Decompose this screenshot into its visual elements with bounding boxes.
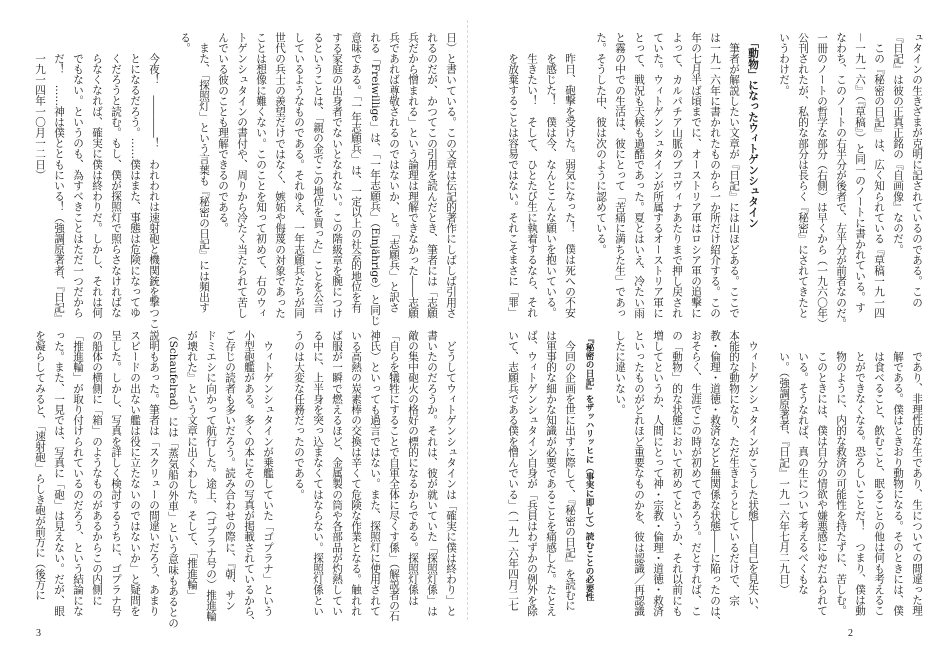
text-line: 世代の兵士の羨望だけではなく、嫉妬や侮蔑の対象であった — [274, 32, 286, 319]
quote-line: とができなくなる。恐ろしいことだ！ つまり、僕は動 — [854, 351, 866, 617]
text-line: 日）と書いている。この文章は伝記的著作にしばしば引用さ — [445, 32, 457, 319]
quote-line: 解である。僕はときおり動物になる。そのときには、僕 — [892, 351, 904, 617]
quote-line: くだろうと読む。もし、僕が探照灯で照らさなければな — [110, 53, 122, 319]
quote-line: でもない。というのも、為すべきことはただ一つだから — [72, 53, 84, 319]
text-line: ていた。ウィトゲンシュタインが所属するオーストリア軍に — [652, 32, 664, 319]
text-line: よって、カルパチア山脈のブコヴィナあたりまで押し戻され — [671, 32, 683, 319]
text-line: とって、戦況も天候も過酷であった。夏とはいえ、冷たい雨 — [633, 32, 645, 319]
text-line: 本能的な動物になり、ただ生きようとしているだけで、宗 — [728, 330, 740, 606]
text-line: れる「Freiwillige」は、「一年志願兵」（Einjährige）と同じ — [369, 32, 381, 326]
text-line: なわち、このノートの右半分が後者で、左半分が前者なのだ。 — [835, 32, 847, 329]
text-line: 「推進輪」が取り付けられているのだろう、という結論にな — [72, 330, 84, 617]
text-line: と霧の中での生活は、彼にとって「苦痛に満ちた生」であっ — [614, 32, 626, 319]
text-line: ウィトゲンシュタインがこうした状態――自己を見失い、 — [747, 330, 759, 617]
quote-line: は食べること、飲むこと、眠ることの他は何も考えるこ — [873, 351, 885, 617]
text-line: 増してというか、人間にとって神・宗教・倫理・道徳・救済 — [652, 330, 664, 617]
quote-line: い。（強調原著者、『日記』一九一六年七月二九日） — [778, 351, 790, 595]
text-line: る。 — [179, 32, 191, 54]
text-line: 兵だから憎まれる」という論理は理解できなかった――志願 — [407, 32, 419, 319]
text-line: いる高熱の炭素棒の交換は辛くて危険な作業となる。触れれ — [350, 330, 362, 617]
text-line: ュタインの生きざまが克明に記されているのである。この — [911, 32, 923, 308]
text-line: おそらく、生涯でこの時が初めてであろう。だとすれば、こ — [690, 330, 702, 617]
quote-line: を感じた！ 僕は今、なんとこんな願いを抱いている。 — [545, 53, 557, 319]
text-line: の「動物」的な状態において初めてというか、それ以前にも — [671, 330, 683, 617]
text-line: －一九一六』（『草稿』）と同一のノートに書かれている。す — [854, 32, 866, 313]
text-line: を凝らしてみると、「速射砲」らしき砲が前方に（後方に — [34, 330, 46, 601]
text-line: また、「探照灯」という言葉も『秘密の日記』には頻出す — [198, 32, 210, 313]
section-heading: 『秘密の日記』をザッハリッヒに（事実に即して）読むことの必要性 — [584, 330, 594, 601]
bottom-text-block — [10, 330, 460, 629]
text-line: の船体の横側に「箱」のようなものがあるからこの内側に — [91, 330, 103, 606]
blank-line — [762, 330, 774, 612]
text-line: 意味である。「一年志願兵」は、一定以上の社会的地位を有 — [350, 32, 362, 313]
text-line: スピードの出ない艦は役に立たないのではないか」と疑問を — [129, 330, 141, 617]
text-line: しているようなものである。それゆえ、一年志願兵たちが同 — [293, 32, 305, 319]
text-line: ドミエシに向かって航行した。途上、（ゴプラナ号の）推進輪 — [205, 330, 217, 622]
text-line: は一九一六年に書かれたものから一か所だけ紹介する。この — [709, 32, 721, 319]
text-line: 年の七月半ば頃までに、オーストリア軍はロシア軍の追撃に — [690, 32, 702, 319]
text-line: する家庭の出身者でないとなれない。この階級章を腕につけ — [331, 32, 343, 319]
text-line: どうしてウィトゲンシュタインは「確実に僕は終わり」と — [445, 330, 457, 617]
quote-line: このときには、僕は自分の情欲や嫌悪感にゆだねられて — [816, 351, 828, 617]
text-line: 一冊のノートの哲学な部分（右側）は早くから（一九六〇年） — [816, 32, 828, 329]
text-line: 筆者が解説したい文章が『日記』には山ほどある。ここで — [728, 32, 740, 319]
blank-line — [277, 330, 289, 612]
text-line: 神氏）といっても過言ではない。また、探照灯に使用されて — [369, 330, 381, 617]
text-line: 兵であれば尊敬されるのではないか、と。「志願兵」と訳さ — [388, 32, 400, 313]
text-line: ば、ウィトゲンシュタイン自身が「兵員はわずかの例外を除 — [526, 330, 538, 617]
text-line: 「自らを犠牲にすることで自軍全体に尽くす係」（解説者の石 — [388, 330, 400, 622]
text-line: った。また、一見では、写真に「砲」は見えない。だが、眼 — [53, 330, 65, 617]
top-text-block — [10, 32, 460, 329]
blank-line — [598, 330, 610, 612]
text-line: れるのだが、かつてこの引用を読んだとき、筆者には「志願 — [426, 32, 438, 319]
text-line: トゲンシュタインの書付や、周りから冷たく当たられて苦し — [236, 32, 248, 319]
text-line: といったものがどれほど重要なものかを、彼は認識／再認識 — [633, 330, 645, 617]
quote-line: 生きたい！ そして、ひとたび生に執着するなら、それ — [526, 53, 538, 319]
text-line: んでいる彼のことも理解できるのである。 — [217, 32, 229, 234]
bottom-text-block — [481, 330, 926, 627]
blank-line — [579, 32, 591, 312]
text-line: この『秘密の日記』は、広く知られている『草稿一九一四 — [873, 32, 885, 319]
page-number: 2 — [848, 628, 853, 639]
text-line: 教・倫理・道徳・救済などと無関係な状態――に陥ったのは、 — [709, 330, 721, 627]
text-line: 書いたのだろうか。それは、彼が就いていた「探照灯係」は — [426, 330, 438, 617]
text-line: ウィトゲンシュタインが乗艦していた「ゴプラナ」という — [262, 330, 274, 617]
quote-line: であり、非理性的な生であり、生についての間違った理 — [911, 351, 923, 617]
text-line: は軍事的な細かな知識が必要であることを痛感した。たとえ — [545, 330, 557, 617]
text-line: が壊れた』という文章に出くわした。そして、「推進輪」 — [186, 330, 198, 601]
text-line: た。そうした中、彼は次のように認めている。 — [595, 32, 607, 255]
quote-line: だ！ ……神は僕とともにいる！（強調原著者、『日記』 — [53, 53, 65, 324]
top-text-block — [481, 32, 926, 329]
text-line: 敵の集中砲火の格好の標的になるからである。探照灯係は — [407, 330, 419, 606]
quote-line: 昨日、砲撃を受けた。弱気になった！ 僕は死への不安 — [564, 53, 576, 319]
text-line: ことは想像に難くない。このことを知って初めて、右のウィ — [255, 32, 267, 319]
quote-line: 今夜！ ――――！ われわれは速射砲と機関銃を撃つこ — [148, 53, 160, 329]
page-number: 3 — [36, 628, 41, 639]
blank-line — [163, 32, 175, 312]
text-line: 呈した。しかし、写真を詳しく検討するうちに、ゴプラナ号 — [110, 330, 122, 617]
text-line: 今回の企画を世に出すに際して、『秘密の日記』を読むに — [564, 330, 576, 611]
text-line: る中に、上半身を突っ込まなくてはならない。探照灯係とい — [312, 330, 324, 617]
quote-line: らなくなれば、確実に僕は終わりだ。しかし、それは何 — [91, 53, 103, 319]
text-line: 『日記』は彼の正真正銘の『自画像』なのだ。 — [892, 32, 904, 255]
text-line: うのは大変な任務だったのである。 — [293, 330, 305, 500]
text-line: 説明もあった。筆者は「スクリューの間違いだろう、あまり — [148, 330, 160, 617]
text-line: 小型砲艦がある。多くの本にその写真が掲載されているから、 — [243, 330, 255, 627]
text-line: ご存じの読者も多いだろう。読み合わせの際に、『朝、サン — [224, 330, 236, 611]
quote-line: いる。そうなれば、真の生について考えるべくもな — [797, 351, 809, 595]
quote-line: 一九一四年一〇月一二日） — [34, 53, 46, 181]
text-line: したに違いない。 — [614, 330, 626, 415]
text-line: ば服が一瞬で燃えるほど、金属製の筒や各部品が灼熱してい — [331, 330, 343, 617]
text-line: いうわけだ。 — [778, 32, 790, 96]
page-right — [468, 0, 936, 662]
quote-line: を放棄することは容易ではない。それこそまさに「罪」 — [507, 53, 519, 319]
quote-line: とになるだろう。……僕はまた、事態は危険になってゆ — [129, 53, 141, 319]
text-line: るということは、「親の金でこの地位を買った」ことを公言 — [312, 32, 324, 313]
text-line: （Schaufelrad）には「蒸気船の外車」という意味もあるとの — [167, 330, 179, 629]
blank-line — [762, 32, 774, 312]
text-line: 公刊されたが、私的な部分は長らく『秘密』にされてきたと — [797, 32, 809, 319]
text-line: いて、志願兵である僕を憎んでいる」（一九一六年四月二七 — [507, 330, 519, 611]
section-heading: 「動物」になったウィトゲンシュタイン — [747, 32, 759, 229]
quote-line: 物のように、内的な救済の可能性を持たずに、苦しむ。 — [835, 351, 847, 617]
